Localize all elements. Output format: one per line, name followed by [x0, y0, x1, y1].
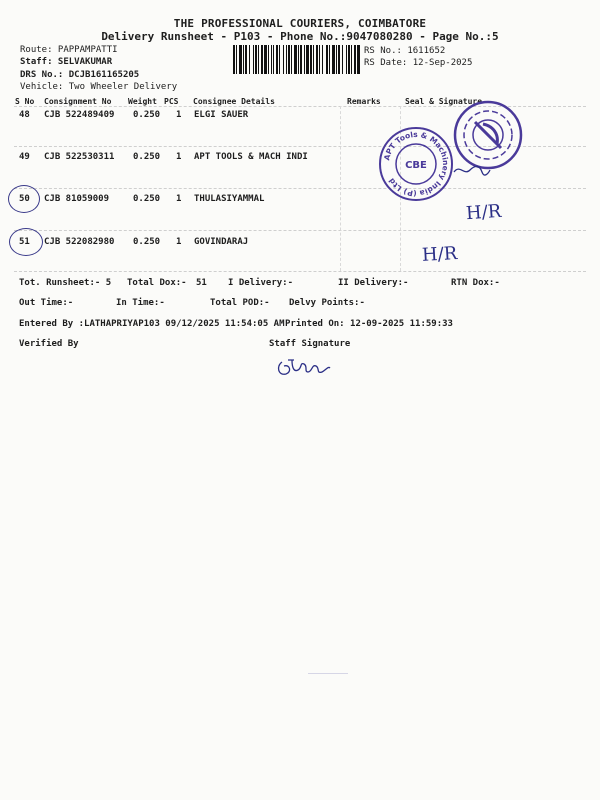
- barcode-bar: [268, 45, 269, 74]
- barcode-bar: [283, 45, 284, 74]
- row-divider: [14, 230, 586, 231]
- row-consignee: APT TOOLS & MACH INDI: [194, 152, 308, 162]
- row-consignment: CJB 522489409: [44, 110, 115, 120]
- col-sno: S No: [15, 97, 35, 106]
- total-dox-value: 51: [196, 278, 207, 288]
- handwritten-circle: [9, 228, 43, 256]
- barcode-bar: [294, 45, 297, 74]
- ii-delivery: II Delivery:-: [338, 278, 409, 288]
- drs-number: [20, 70, 139, 80]
- col-pcs: PCS: [164, 97, 179, 106]
- barcode-bar: [310, 45, 312, 74]
- barcode-bar: [300, 45, 302, 74]
- entered-by: Entered By :LATHAPRIYAP103 09/12/2025 11:54:05 AM: [19, 319, 285, 329]
- stamp-text: APT Tools & Machinery India (P) Ltd: [382, 129, 451, 199]
- out-time: Out Time:-: [19, 298, 74, 308]
- handwritten-hr-mark: H/R: [421, 243, 458, 266]
- barcode-bar: [239, 45, 242, 74]
- row-sno: 48: [19, 110, 30, 120]
- staff-signature-label: Staff Signature: [269, 339, 351, 349]
- barcode: [233, 45, 360, 74]
- barcode-bar: [306, 45, 309, 74]
- barcode-bar: [286, 45, 287, 74]
- barcode-bar: [304, 45, 305, 74]
- row-sno: 50: [19, 194, 30, 204]
- barcode-bar: [298, 45, 299, 74]
- row-weight: 0.250: [133, 237, 161, 247]
- col-seal-signature: Seal & Signature: [405, 97, 483, 106]
- i-delivery: I Delivery:-: [228, 278, 294, 288]
- barcode-bar: [264, 45, 267, 74]
- drs-value: 161165205: [90, 70, 140, 80]
- row-sno: 49: [19, 152, 30, 162]
- barcode-bar: [236, 45, 237, 74]
- barcode-bar: [351, 45, 352, 74]
- total-dox-label: Total Dox:-: [127, 278, 187, 288]
- barcode-bar: [322, 45, 323, 74]
- row-consignee: ELGI SAUER: [194, 110, 249, 120]
- barcode-bar: [342, 45, 343, 74]
- row-divider: [14, 188, 586, 189]
- barcode-bar: [233, 45, 235, 74]
- barcode-bar: [276, 45, 278, 74]
- barcode-bar: [319, 45, 320, 74]
- staff-signature-scribble: [272, 352, 334, 380]
- barcode-bar: [253, 45, 254, 74]
- tot-runsheet: Tot. Runsheet:- 5: [19, 278, 112, 288]
- barcode-bar: [336, 45, 337, 74]
- col-consignee: Consignee Details: [193, 97, 275, 106]
- company-title: THE PROFESSIONAL COURIERS, COIMBATORE: [173, 17, 427, 30]
- barcode-bar: [245, 45, 247, 74]
- barcode-bar: [261, 45, 263, 74]
- row-consignee: THULASIYAMMAL: [194, 194, 265, 204]
- barcode-bar: [348, 45, 350, 74]
- handwritten-hr-mark: H/R: [465, 200, 503, 225]
- row-consignment: CJB 522082980: [44, 237, 115, 247]
- printed-on: Printed On: 12-09-2025 11:59:33: [285, 319, 453, 329]
- barcode-bar: [316, 45, 318, 74]
- drs-label: DRS No.: DCJB: [20, 70, 91, 80]
- seal-signature-scribble: [452, 160, 492, 180]
- barcode-bar: [354, 45, 356, 74]
- row-consignee: GOVINDARAJ: [194, 237, 249, 247]
- rs-date: RS Date: 12-Sep-2025: [364, 58, 473, 68]
- row-weight: 0.250: [133, 194, 161, 204]
- vehicle-label: Vehicle: Two Wheeler Delivery: [20, 82, 178, 92]
- row-consignment: CJB 81059009: [44, 194, 110, 204]
- row-sno: 51: [19, 237, 30, 247]
- barcode-bar: [329, 45, 330, 74]
- total-pod: Total POD:-: [210, 298, 270, 308]
- verified-by: Verified By: [19, 339, 79, 349]
- delvy-points: Delvy Points:-: [289, 298, 365, 308]
- handwritten-circle: [8, 185, 40, 213]
- barcode-bar: [291, 45, 292, 74]
- barcode-bar: [332, 45, 335, 74]
- row-weight: 0.250: [133, 110, 161, 120]
- in-time: In Time:-: [116, 298, 165, 308]
- rtn-dox: RTN Dox:-: [451, 278, 500, 288]
- barcode-bar: [288, 45, 290, 74]
- row-pcs: 1: [176, 194, 182, 204]
- column-divider: [340, 106, 341, 271]
- row-divider: [14, 271, 586, 272]
- barcode-bar: [271, 45, 272, 74]
- row-pcs: 1: [176, 152, 182, 162]
- barcode-bar: [255, 45, 257, 74]
- barcode-bar: [249, 45, 250, 74]
- row-pcs: 1: [176, 237, 182, 247]
- barcode-bar: [279, 45, 280, 74]
- barcode-bar: [273, 45, 274, 74]
- barcode-bar: [243, 45, 244, 74]
- col-consignment: Consignment No: [44, 97, 112, 106]
- company-seal-stamp: [378, 126, 454, 202]
- barcode-bar: [346, 45, 347, 74]
- stamp-center-text: CBE: [405, 160, 427, 171]
- row-weight: 0.250: [133, 152, 161, 162]
- barcode-bar: [338, 45, 340, 74]
- row-pcs: 1: [176, 110, 182, 120]
- scan-smudge: [308, 673, 348, 675]
- staff-label: Staff: SELVAKUMAR: [20, 57, 113, 67]
- row-consignment: CJB 522530311: [44, 152, 115, 162]
- route-label: Route: PAPPAMPATTI: [20, 45, 118, 55]
- barcode-bar: [357, 45, 360, 74]
- runsheet-subtitle: Delivery Runsheet - P103 - Phone No.:9047080280 - Page No.:5: [101, 30, 499, 43]
- col-weight: Weight: [128, 97, 157, 106]
- rs-number: RS No.: 1611652: [364, 46, 446, 56]
- barcode-bar: [258, 45, 259, 74]
- barcode-bar: [326, 45, 328, 74]
- col-remarks: Remarks: [347, 97, 381, 106]
- barcode-bar: [313, 45, 314, 74]
